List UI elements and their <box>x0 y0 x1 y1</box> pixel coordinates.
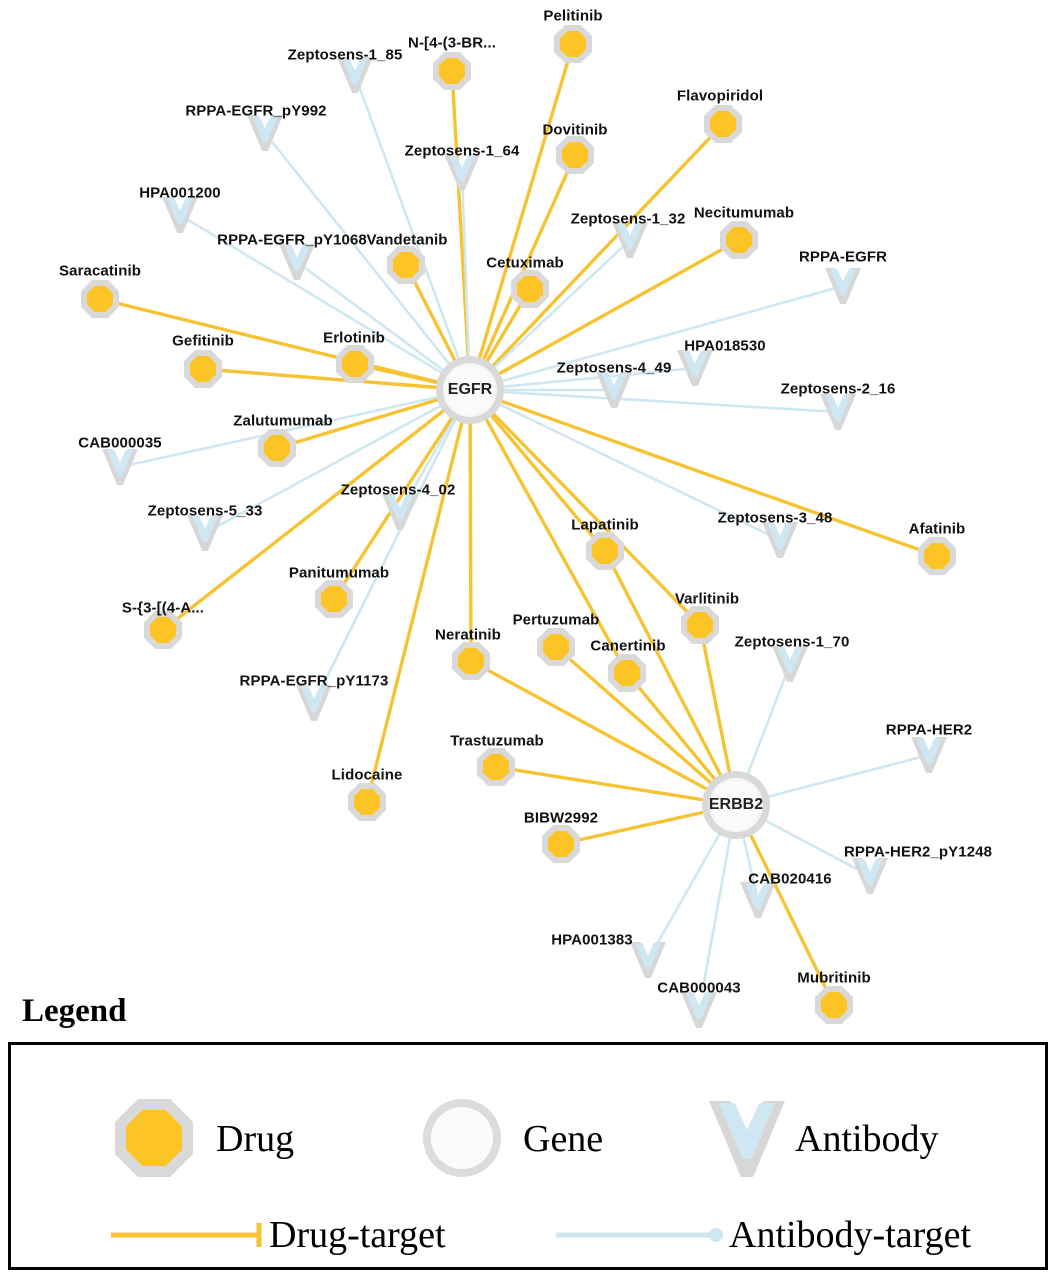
drug-octagon-icon <box>483 754 509 780</box>
drug-octagon-icon <box>126 1110 182 1166</box>
drug-octagon-icon <box>543 634 569 660</box>
node-label: Zalutumumab <box>233 412 333 430</box>
node-label: Gefitinib <box>172 332 234 350</box>
node-label: Flavopiridol <box>676 87 764 105</box>
drug-octagon-icon <box>354 789 380 815</box>
node-label: CAB000043 <box>657 979 741 997</box>
node-label: Vandetanib <box>366 231 448 249</box>
node-label: Canertinib <box>590 637 666 655</box>
gene-label: EGFR <box>447 381 493 398</box>
node-label: Mubritinib <box>797 969 871 987</box>
node-label: RPPA-EGFR_pY1173 <box>239 672 389 690</box>
drug-octagon-icon <box>592 538 618 564</box>
drug-octagon-icon <box>710 111 736 137</box>
node-label: Trastuzumab <box>450 732 544 750</box>
gene-label: ERBB2 <box>708 796 764 813</box>
drug-octagon-icon <box>548 831 574 857</box>
drug-octagon-icon <box>458 648 484 674</box>
node-label: Zeptosens-1_70 <box>734 633 850 651</box>
node-label: HPA018530 <box>684 337 766 355</box>
node-label: RPPA-EGFR <box>798 248 888 266</box>
node-label: Necitumumab <box>693 204 795 222</box>
drug-octagon-icon <box>562 142 588 168</box>
gene-circle-icon <box>431 1107 493 1169</box>
node-label: Afatinib <box>908 520 966 538</box>
drug-octagon-icon <box>439 58 465 84</box>
node-label: Panitumumab <box>288 564 390 582</box>
node-label: Zeptosens-3_48 <box>717 509 833 527</box>
node-label: CAB000035 <box>78 434 162 452</box>
node-label: CAB020416 <box>748 870 832 888</box>
node-label: BIBW2992 <box>523 809 599 827</box>
drug-octagon-icon <box>517 276 543 302</box>
drug-octagon-icon <box>560 31 586 57</box>
drug-octagon-icon <box>190 356 216 382</box>
node-label: RPPA-HER2_pY1248 <box>843 843 993 861</box>
node-label: HPA001200 <box>139 184 221 202</box>
drug-octagon-icon <box>150 617 176 643</box>
node-label: Saracatinib <box>59 262 141 280</box>
node-label: Neratinib <box>435 626 501 644</box>
node-label: Dovitinib <box>542 121 608 139</box>
node-label: N-[4-(3-BR... <box>408 34 496 52</box>
node-label: Lapatinib <box>571 516 639 534</box>
drug-octagon-icon <box>821 992 847 1018</box>
node-label: Zeptosens-1_85 <box>287 46 403 64</box>
node-label: Cetuximab <box>486 254 564 272</box>
node-label: Zeptosens-1_32 <box>570 210 686 228</box>
drug-octagon-icon <box>87 286 113 312</box>
legend-antibody-label: Antibody <box>795 1118 939 1160</box>
node-label: Erlotinib <box>323 329 385 347</box>
node-label: Lidocaine <box>331 766 403 784</box>
node-label: Pertuzumab <box>512 611 600 629</box>
node-label: Zeptosens-1_64 <box>404 142 520 160</box>
drug-octagon-icon <box>321 586 347 612</box>
node-label: Zeptosens-4_02 <box>340 481 456 499</box>
node-label: RPPA-HER2 <box>885 721 973 739</box>
node-label: Zeptosens-4_49 <box>556 359 672 377</box>
node-label: RPPA-EGFR_pY992 <box>185 102 327 120</box>
node-label: Varlitinib <box>674 590 740 608</box>
drug-octagon-icon <box>393 252 419 278</box>
node-label: RPPA-EGFR_pY1068 <box>217 231 367 249</box>
drug-octagon-icon <box>924 543 950 569</box>
legend-gene-label: Gene <box>523 1118 604 1160</box>
drug-octagon-icon <box>687 612 713 638</box>
drug-octagon-icon <box>726 227 752 253</box>
legend-title: Legend <box>22 993 127 1029</box>
drug-octagon-icon <box>342 351 368 377</box>
drug-octagon-icon <box>264 435 290 461</box>
drug-octagon-icon <box>614 660 640 686</box>
legend-drug-label: Drug <box>216 1118 295 1160</box>
node-label: S-{3-[(4-A... <box>121 599 205 617</box>
legend-antibody-target-label: Antibody-target <box>729 1214 972 1256</box>
node-label: Zeptosens-2_16 <box>780 380 896 398</box>
node-label: Zeptosens-5_33 <box>147 502 263 520</box>
legend-box <box>8 1042 1048 1270</box>
node-label: HPA001383 <box>551 931 633 949</box>
legend-drug-target-label: Drug-target <box>269 1214 446 1256</box>
node-label: Pelitinib <box>543 7 603 25</box>
